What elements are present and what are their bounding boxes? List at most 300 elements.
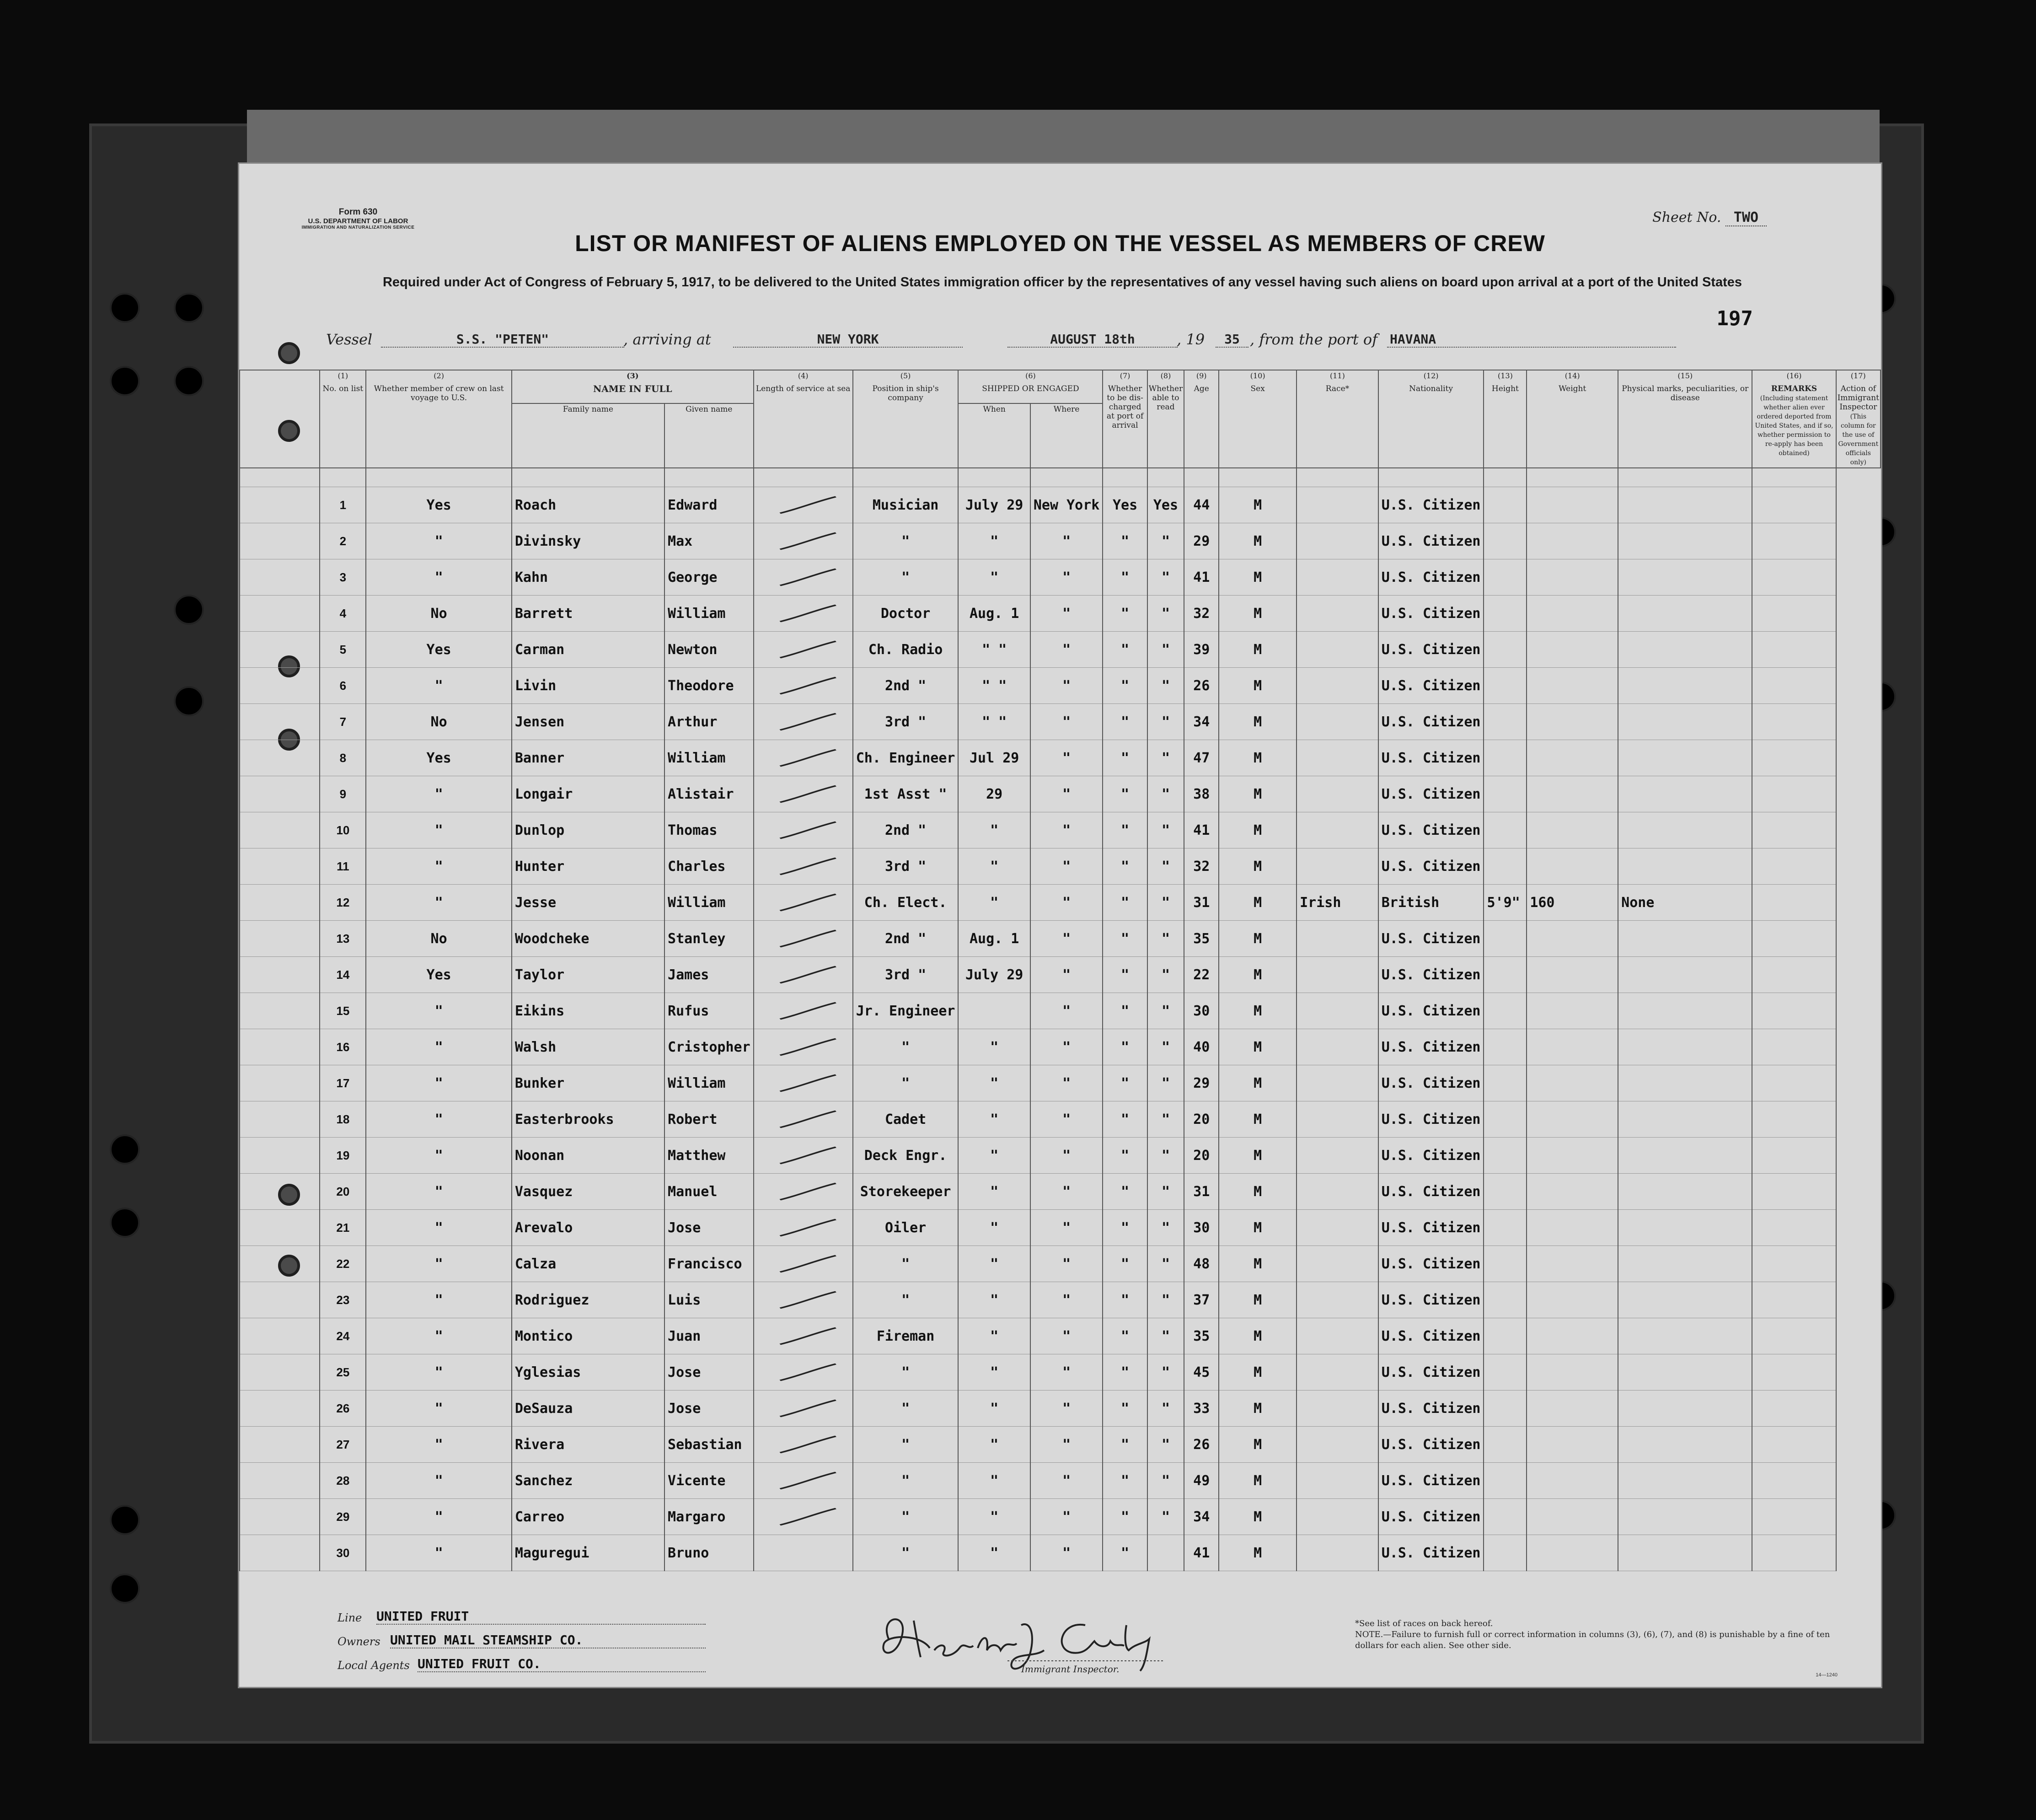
service-length-cell <box>754 1427 853 1463</box>
cell-where: " <box>1030 596 1103 632</box>
tick-mark <box>757 1363 850 1381</box>
cell-discharged: " <box>1103 1391 1147 1427</box>
cell-race <box>1297 704 1378 740</box>
inspector-signature-block <box>870 1607 1172 1680</box>
row-margin <box>240 1499 320 1535</box>
cell-marks: None <box>1618 885 1752 921</box>
tick-mark <box>757 1182 850 1201</box>
form-header <box>239 164 1881 370</box>
cell-weight <box>1527 1463 1618 1499</box>
tick-mark <box>757 1255 850 1273</box>
cell-when: " <box>958 1318 1030 1354</box>
cell-no: 29 <box>320 1499 366 1535</box>
cell-sex: M <box>1219 487 1297 523</box>
cell-read: " <box>1147 704 1184 740</box>
cell-position: 3rd " <box>853 957 959 993</box>
cell-when: " <box>958 1210 1030 1246</box>
col-header-position: (5) Position in ship's company <box>853 370 959 468</box>
cell-nationality: U.S. Citizen <box>1378 487 1484 523</box>
table-row <box>240 921 1881 957</box>
vessel-name: S.S. "PETEN" <box>381 332 624 348</box>
service-length-cell <box>754 740 853 776</box>
cell-nationality: U.S. Citizen <box>1378 957 1484 993</box>
cell-height <box>1484 1174 1527 1210</box>
cell-no: 5 <box>320 632 366 668</box>
cell-given: Max <box>664 523 754 559</box>
cell-read: " <box>1147 1029 1184 1065</box>
cell-prev: " <box>366 1463 512 1499</box>
cell-prev: " <box>366 1210 512 1246</box>
cell-read <box>1147 1535 1184 1571</box>
cell-read: " <box>1147 1138 1184 1174</box>
cell-prev: " <box>366 1282 512 1318</box>
cell-discharged: " <box>1103 1101 1147 1138</box>
cell-weight <box>1527 1535 1618 1571</box>
service-length-cell <box>754 1282 853 1318</box>
cell-discharged: " <box>1103 1535 1147 1571</box>
cell-marks <box>1618 523 1752 559</box>
row-margin <box>240 740 320 776</box>
cell-read: " <box>1147 812 1184 848</box>
cell-weight <box>1527 1391 1618 1427</box>
col-header-name: (3) NAME IN FULL <box>512 370 754 403</box>
cell-race <box>1297 812 1378 848</box>
tick-mark <box>757 1471 850 1490</box>
cell-discharged: " <box>1103 1463 1147 1499</box>
cell-race <box>1297 1354 1378 1391</box>
row-margin <box>240 848 320 885</box>
row-margin <box>240 523 320 559</box>
cell-race <box>1297 559 1378 596</box>
cell-sex: M <box>1219 1101 1297 1138</box>
cell-nationality: U.S. Citizen <box>1378 632 1484 668</box>
service-length-cell <box>754 1246 853 1282</box>
table-row <box>240 740 1881 776</box>
cell-race: Irish <box>1297 885 1378 921</box>
row-margin <box>240 1282 320 1318</box>
col-header-given-name: Given name <box>664 403 754 468</box>
tick-mark <box>757 929 850 948</box>
remarks-cell <box>1752 1210 1836 1246</box>
cell-weight <box>1527 1246 1618 1282</box>
cell-race <box>1297 848 1378 885</box>
cell-read: " <box>1147 668 1184 704</box>
remarks-cell <box>1752 1427 1836 1463</box>
cell-family: Jesse <box>512 885 664 921</box>
remarks-cell <box>1752 559 1836 596</box>
cell-age: 31 <box>1184 1174 1219 1210</box>
tick-mark <box>757 857 850 875</box>
cell-where: " <box>1030 1282 1103 1318</box>
cell-when: " <box>958 523 1030 559</box>
cell-family: Jensen <box>512 704 664 740</box>
cell-read: " <box>1147 1065 1184 1101</box>
tick-mark <box>757 1219 850 1237</box>
cell-family: Arevalo <box>512 1210 664 1246</box>
cell-when: " <box>958 1282 1030 1318</box>
cell-family: Maguregui <box>512 1535 664 1571</box>
cell-prev: " <box>366 848 512 885</box>
cell-age: 47 <box>1184 740 1219 776</box>
cell-given: James <box>664 957 754 993</box>
cell-position: " <box>853 1029 959 1065</box>
cell-no: 14 <box>320 957 366 993</box>
cell-race <box>1297 596 1378 632</box>
cell-when: " <box>958 1427 1030 1463</box>
from-label: , from the port of <box>1250 331 1378 348</box>
cell-nationality: U.S. Citizen <box>1378 1029 1484 1065</box>
row-margin <box>240 1463 320 1499</box>
col-header-blank <box>240 370 320 468</box>
cell-sex: M <box>1219 1535 1297 1571</box>
cell-where: " <box>1030 1427 1103 1463</box>
cell-read: " <box>1147 1101 1184 1138</box>
cell-marks <box>1618 596 1752 632</box>
cell-age: 49 <box>1184 1463 1219 1499</box>
row-margin <box>240 1427 320 1463</box>
cell-position: " <box>853 1463 959 1499</box>
cell-marks <box>1618 668 1752 704</box>
tick-mark <box>757 893 850 912</box>
cell-position: 2nd " <box>853 921 959 957</box>
cell-read: " <box>1147 596 1184 632</box>
form-number: Form 630 <box>338 207 378 217</box>
cell-weight <box>1527 957 1618 993</box>
col-header-family-name: Family name <box>512 403 664 468</box>
cell-race <box>1297 921 1378 957</box>
cell-nationality: U.S. Citizen <box>1378 596 1484 632</box>
service-length-cell <box>754 704 853 740</box>
cell-no: 9 <box>320 776 366 812</box>
tick-mark <box>757 1435 850 1454</box>
col-header-nationality: (12) Nationality <box>1378 370 1484 468</box>
cell-where: " <box>1030 1174 1103 1210</box>
cell-where: " <box>1030 848 1103 885</box>
cell-family: Dunlop <box>512 812 664 848</box>
cell-when: Aug. 1 <box>958 921 1030 957</box>
cell-family: Longair <box>512 776 664 812</box>
cell-when: " <box>958 885 1030 921</box>
tick-mark <box>757 821 850 839</box>
cell-nationality: U.S. Citizen <box>1378 1246 1484 1282</box>
cell-age: 41 <box>1184 559 1219 596</box>
cell-marks <box>1618 740 1752 776</box>
cell-where: " <box>1030 1354 1103 1391</box>
row-margin <box>240 704 320 740</box>
cell-where: " <box>1030 1535 1103 1571</box>
cell-where: " <box>1030 668 1103 704</box>
cell-read: " <box>1147 1246 1184 1282</box>
cell-position: Deck Engr. <box>853 1138 959 1174</box>
remarks-cell <box>1752 957 1836 993</box>
tick-mark <box>757 1399 850 1417</box>
cell-weight <box>1527 1499 1618 1535</box>
cell-when: Aug. 1 <box>958 596 1030 632</box>
cell-nationality: U.S. Citizen <box>1378 1210 1484 1246</box>
col-header-prev-voyage: (2) Whether member of crew on last voyage to U.S. <box>366 370 512 468</box>
cell-where: " <box>1030 1210 1103 1246</box>
cell-discharged: " <box>1103 1138 1147 1174</box>
cell-family: Eikins <box>512 993 664 1029</box>
binder-hole <box>110 366 140 396</box>
stamped-page-number: 197 <box>1716 307 1753 330</box>
footer-notes <box>1355 1618 1835 1651</box>
cell-age: 48 <box>1184 1246 1219 1282</box>
cell-height <box>1484 1463 1527 1499</box>
remarks-cell <box>1752 1174 1836 1210</box>
cell-discharged: " <box>1103 596 1147 632</box>
cell-weight <box>1527 921 1618 957</box>
row-margin <box>240 1354 320 1391</box>
cell-where: " <box>1030 812 1103 848</box>
cell-no: 4 <box>320 596 366 632</box>
cell-family: DeSauza <box>512 1391 664 1427</box>
cell-age: 22 <box>1184 957 1219 993</box>
remarks-cell <box>1752 885 1836 921</box>
service-length-cell <box>754 1318 853 1354</box>
service-length-cell <box>754 1065 853 1101</box>
tick-mark <box>757 676 850 695</box>
cell-prev: " <box>366 1354 512 1391</box>
table-row <box>240 632 1881 668</box>
cell-no: 11 <box>320 848 366 885</box>
cell-where: " <box>1030 1065 1103 1101</box>
cell-sex: M <box>1219 596 1297 632</box>
cell-age: 20 <box>1184 1138 1219 1174</box>
cell-position: " <box>853 1246 959 1282</box>
manifest-sheet <box>238 162 1882 1688</box>
cell-sex: M <box>1219 921 1297 957</box>
cell-race <box>1297 523 1378 559</box>
cell-no: 30 <box>320 1535 366 1571</box>
cell-no: 23 <box>320 1282 366 1318</box>
service-length-cell <box>754 1354 853 1391</box>
cell-prev: " <box>366 1138 512 1174</box>
agents-label: Local Agents <box>338 1659 410 1672</box>
cell-age: 39 <box>1184 632 1219 668</box>
cell-sex: M <box>1219 957 1297 993</box>
cell-where: " <box>1030 1499 1103 1535</box>
tick-mark <box>757 1544 850 1562</box>
cell-given: Francisco <box>664 1246 754 1282</box>
col-header-age: (9) Age <box>1184 370 1219 468</box>
cell-position: " <box>853 559 959 596</box>
cell-discharged: " <box>1103 704 1147 740</box>
row-margin <box>240 596 320 632</box>
cell-where: " <box>1030 559 1103 596</box>
table-row <box>240 1138 1881 1174</box>
cell-read: " <box>1147 559 1184 596</box>
cell-discharged: " <box>1103 848 1147 885</box>
cell-given: Cristopher <box>664 1029 754 1065</box>
cell-nationality: U.S. Citizen <box>1378 1463 1484 1499</box>
cell-given: William <box>664 885 754 921</box>
cell-position: Ch. Engineer <box>853 740 959 776</box>
vessel-line <box>308 331 1817 358</box>
binder-hole <box>110 293 140 323</box>
penalty-note: NOTE.—Failure to furnish full or correct information in columns (3), (6), (7), and (8) is punishable by a fine of ten dollars for each alien. See other side. <box>1355 1630 1830 1650</box>
cell-when: " <box>958 1065 1030 1101</box>
form-identifier <box>299 207 418 230</box>
arriving-label: , arriving at <box>623 331 711 348</box>
col-header-shipped: (6) SHIPPED OR ENGAGED <box>958 370 1103 403</box>
cell-discharged: " <box>1103 957 1147 993</box>
cell-where: " <box>1030 993 1103 1029</box>
cell-read: " <box>1147 1318 1184 1354</box>
row-margin <box>240 1174 320 1210</box>
owners-label: Owners <box>338 1635 380 1648</box>
tick-mark <box>757 785 850 803</box>
service-length-cell <box>754 1101 853 1138</box>
cell-height <box>1484 776 1527 812</box>
cell-prev: " <box>366 993 512 1029</box>
cell-age: 29 <box>1184 1065 1219 1101</box>
tick-mark <box>757 749 850 767</box>
remarks-cell <box>1752 1138 1836 1174</box>
cell-weight <box>1527 1210 1618 1246</box>
cell-nationality: U.S. Citizen <box>1378 1391 1484 1427</box>
cell-height <box>1484 1499 1527 1535</box>
cell-position: 3rd " <box>853 704 959 740</box>
cell-age: 20 <box>1184 1101 1219 1138</box>
cell-given: Newton <box>664 632 754 668</box>
cell-no: 20 <box>320 1174 366 1210</box>
row-margin <box>240 1029 320 1065</box>
cell-race <box>1297 1282 1378 1318</box>
cell-prev: No <box>366 704 512 740</box>
cell-sex: M <box>1219 993 1297 1029</box>
cell-weight <box>1527 596 1618 632</box>
from-port: HAVANA <box>1387 332 1676 348</box>
cell-discharged: " <box>1103 1282 1147 1318</box>
table-row <box>240 704 1881 740</box>
remarks-cell <box>1752 1499 1836 1535</box>
cell-height <box>1484 668 1527 704</box>
table-row <box>240 957 1881 993</box>
cell-sex: M <box>1219 1210 1297 1246</box>
cell-weight <box>1527 487 1618 523</box>
cell-no: 26 <box>320 1391 366 1427</box>
cell-prev: " <box>366 1246 512 1282</box>
cell-where: " <box>1030 1138 1103 1174</box>
cell-nationality: U.S. Citizen <box>1378 704 1484 740</box>
cell-marks <box>1618 559 1752 596</box>
cell-race <box>1297 632 1378 668</box>
cell-nationality: U.S. Citizen <box>1378 559 1484 596</box>
tick-mark <box>757 713 850 731</box>
cell-sex: M <box>1219 885 1297 921</box>
cell-marks <box>1618 993 1752 1029</box>
cell-discharged: " <box>1103 776 1147 812</box>
cell-weight <box>1527 1282 1618 1318</box>
tick-mark <box>757 966 850 984</box>
cell-height <box>1484 1391 1527 1427</box>
cell-given: Stanley <box>664 921 754 957</box>
cell-sex: M <box>1219 1246 1297 1282</box>
cell-prev: " <box>366 812 512 848</box>
cell-position: 1st Asst " <box>853 776 959 812</box>
table-row <box>240 776 1881 812</box>
cell-position: Oiler <box>853 1210 959 1246</box>
cell-age: 44 <box>1184 487 1219 523</box>
remarks-cell <box>1752 848 1836 885</box>
cell-family: Kahn <box>512 559 664 596</box>
tick-mark <box>757 1110 850 1128</box>
cell-age: 34 <box>1184 1499 1219 1535</box>
cell-when: " <box>958 1535 1030 1571</box>
underlying-page-edge <box>247 110 1880 165</box>
cell-marks <box>1618 1210 1752 1246</box>
table-row <box>240 1029 1881 1065</box>
cell-height <box>1484 487 1527 523</box>
tick-mark <box>757 496 850 514</box>
cell-when: " <box>958 848 1030 885</box>
cell-given: Thomas <box>664 812 754 848</box>
tick-mark <box>757 1038 850 1056</box>
row-margin <box>240 993 320 1029</box>
form-code: 14—1240 <box>1816 1672 1838 1678</box>
cell-position: " <box>853 1427 959 1463</box>
remarks-cell <box>1752 1029 1836 1065</box>
cell-when: " <box>958 1354 1030 1391</box>
cell-race <box>1297 1138 1378 1174</box>
cell-weight <box>1527 668 1618 704</box>
col-header-race: (11) Race* <box>1297 370 1378 468</box>
cell-weight <box>1527 559 1618 596</box>
cell-position: 3rd " <box>853 848 959 885</box>
cell-read: " <box>1147 1174 1184 1210</box>
cell-given: Alistair <box>664 776 754 812</box>
cell-height <box>1484 1535 1527 1571</box>
remarks-cell <box>1752 1391 1836 1427</box>
form-subtitle: Required under Act of Congress of February 5, 1917, to be delivered to the United States immigration officer by the representatives of any vessel having such aliens on board upon arrival at a port of the United States <box>382 275 1742 290</box>
cell-discharged: " <box>1103 921 1147 957</box>
table-spacer-row <box>240 468 1881 487</box>
cell-prev: " <box>366 668 512 704</box>
cell-where: " <box>1030 1463 1103 1499</box>
cell-discharged: " <box>1103 1246 1147 1282</box>
cell-nationality: U.S. Citizen <box>1378 740 1484 776</box>
cell-sex: M <box>1219 1463 1297 1499</box>
remarks-cell <box>1752 1101 1836 1138</box>
signature-caption: Immigrant Inspector. <box>1021 1664 1120 1675</box>
cell-read: " <box>1147 1210 1184 1246</box>
col-header-sex: (10) Sex <box>1219 370 1297 468</box>
cell-when: July 29 <box>958 487 1030 523</box>
service-length-cell <box>754 1210 853 1246</box>
cell-family: Vasquez <box>512 1174 664 1210</box>
cell-no: 16 <box>320 1029 366 1065</box>
cell-when: " <box>958 559 1030 596</box>
cell-no: 3 <box>320 559 366 596</box>
binder-hole <box>174 366 204 396</box>
cell-where: " <box>1030 523 1103 559</box>
line-label: Line <box>338 1611 362 1624</box>
cell-nationality: U.S. Citizen <box>1378 812 1484 848</box>
cell-where: " <box>1030 776 1103 812</box>
remarks-cell <box>1752 1246 1836 1282</box>
cell-race <box>1297 1246 1378 1282</box>
remarks-cell <box>1752 704 1836 740</box>
cell-age: 37 <box>1184 1282 1219 1318</box>
cell-marks <box>1618 1499 1752 1535</box>
cell-weight <box>1527 1174 1618 1210</box>
table-row <box>240 596 1881 632</box>
cell-given: Matthew <box>664 1138 754 1174</box>
cell-position: " <box>853 1499 959 1535</box>
cell-race <box>1297 993 1378 1029</box>
cell-age: 30 <box>1184 1210 1219 1246</box>
